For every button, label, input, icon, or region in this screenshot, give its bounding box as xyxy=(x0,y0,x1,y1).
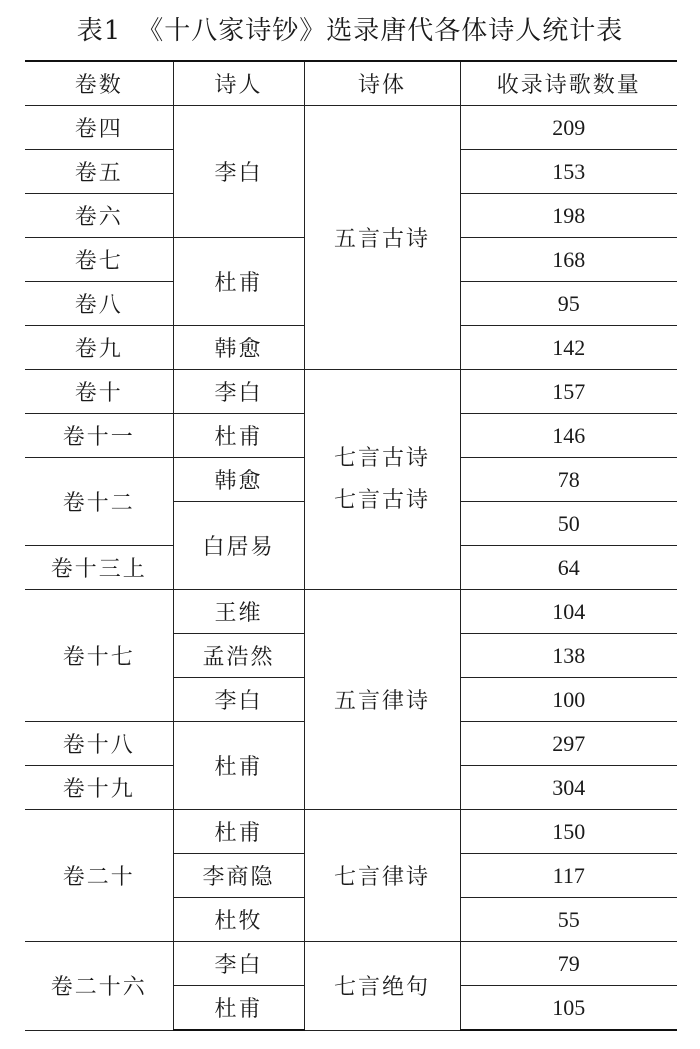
poet-cell: 杜甫 xyxy=(173,238,304,326)
count-cell: 146 xyxy=(460,414,677,458)
volume-cell: 卷十七 xyxy=(25,590,173,722)
count-cell: 55 xyxy=(460,898,677,942)
count-cell: 304 xyxy=(460,766,677,810)
volume-cell: 卷十 xyxy=(25,370,173,414)
volume-cell: 卷十二 xyxy=(25,458,173,546)
count-cell: 95 xyxy=(460,282,677,326)
poet-cell: 韩愈 xyxy=(173,458,304,502)
volume-cell: 卷十一 xyxy=(25,414,173,458)
count-cell: 105 xyxy=(460,986,677,1031)
count-cell: 117 xyxy=(460,854,677,898)
count-cell: 79 xyxy=(460,942,677,986)
table-row xyxy=(25,106,677,150)
table-row xyxy=(25,370,677,414)
count-cell: 198 xyxy=(460,194,677,238)
poet-cell: 杜甫 xyxy=(173,810,304,854)
style-line: 七言古诗 xyxy=(333,487,430,513)
table-row xyxy=(25,942,677,986)
style-cell: 五言古诗 xyxy=(304,106,460,370)
volume-cell: 卷二十 xyxy=(25,810,173,942)
count-cell: 64 xyxy=(460,546,677,590)
poet-cell: 白居易 xyxy=(173,502,304,590)
table-number: 表1 xyxy=(76,16,122,46)
poet-cell: 杜甫 xyxy=(173,986,304,1031)
poet-cell: 李白 xyxy=(173,370,304,414)
volume-cell: 卷十九 xyxy=(25,766,173,810)
poet-cell: 孟浩然 xyxy=(173,634,304,678)
poet-cell: 李商隐 xyxy=(173,854,304,898)
table-caption xyxy=(0,8,700,54)
poet-cell: 李白 xyxy=(173,678,304,722)
volume-cell: 卷七 xyxy=(25,238,173,282)
count-cell: 168 xyxy=(460,238,677,282)
style-cell: 七言绝句 xyxy=(304,942,460,1031)
poet-cell: 李白 xyxy=(173,106,304,238)
poet-statistics-table xyxy=(25,60,677,1031)
count-cell: 50 xyxy=(460,502,677,546)
volume-cell: 卷二十六 xyxy=(25,942,173,1031)
style-cell: 七言律诗 xyxy=(304,810,460,942)
volume-cell: 卷四 xyxy=(25,106,173,150)
volume-cell: 卷五 xyxy=(25,150,173,194)
count-cell: 150 xyxy=(460,810,677,854)
poet-cell: 杜甫 xyxy=(173,722,304,810)
header-style: 诗体 xyxy=(304,61,460,106)
volume-cell: 卷十三上 xyxy=(25,546,173,590)
count-cell: 209 xyxy=(460,106,677,150)
count-cell: 153 xyxy=(460,150,677,194)
count-cell: 142 xyxy=(460,326,677,370)
poet-cell: 李白 xyxy=(173,942,304,986)
volume-cell: 卷六 xyxy=(25,194,173,238)
poet-cell: 王维 xyxy=(173,590,304,634)
poet-cell: 杜甫 xyxy=(173,414,304,458)
volume-cell: 卷八 xyxy=(25,282,173,326)
table-row xyxy=(25,590,677,634)
count-cell: 297 xyxy=(460,722,677,766)
style-cell xyxy=(304,370,460,590)
count-cell: 157 xyxy=(460,370,677,414)
table-row xyxy=(25,810,677,854)
header-poet: 诗人 xyxy=(173,61,304,106)
header-volume: 卷数 xyxy=(25,61,173,106)
table-title: 《十八家诗钞》选录唐代各体诗人统计表 xyxy=(137,16,624,46)
volume-cell: 卷九 xyxy=(25,326,173,370)
poet-cell: 杜牧 xyxy=(173,898,304,942)
header-count: 收录诗歌数量 xyxy=(460,61,677,106)
poet-cell: 韩愈 xyxy=(173,326,304,370)
count-cell: 100 xyxy=(460,678,677,722)
style-cell: 五言律诗 xyxy=(304,590,460,810)
count-cell: 104 xyxy=(460,590,677,634)
style-line: 七言古诗 xyxy=(333,445,430,471)
count-cell: 138 xyxy=(460,634,677,678)
header-row xyxy=(25,61,677,106)
count-cell: 78 xyxy=(460,458,677,502)
volume-cell: 卷十八 xyxy=(25,722,173,766)
